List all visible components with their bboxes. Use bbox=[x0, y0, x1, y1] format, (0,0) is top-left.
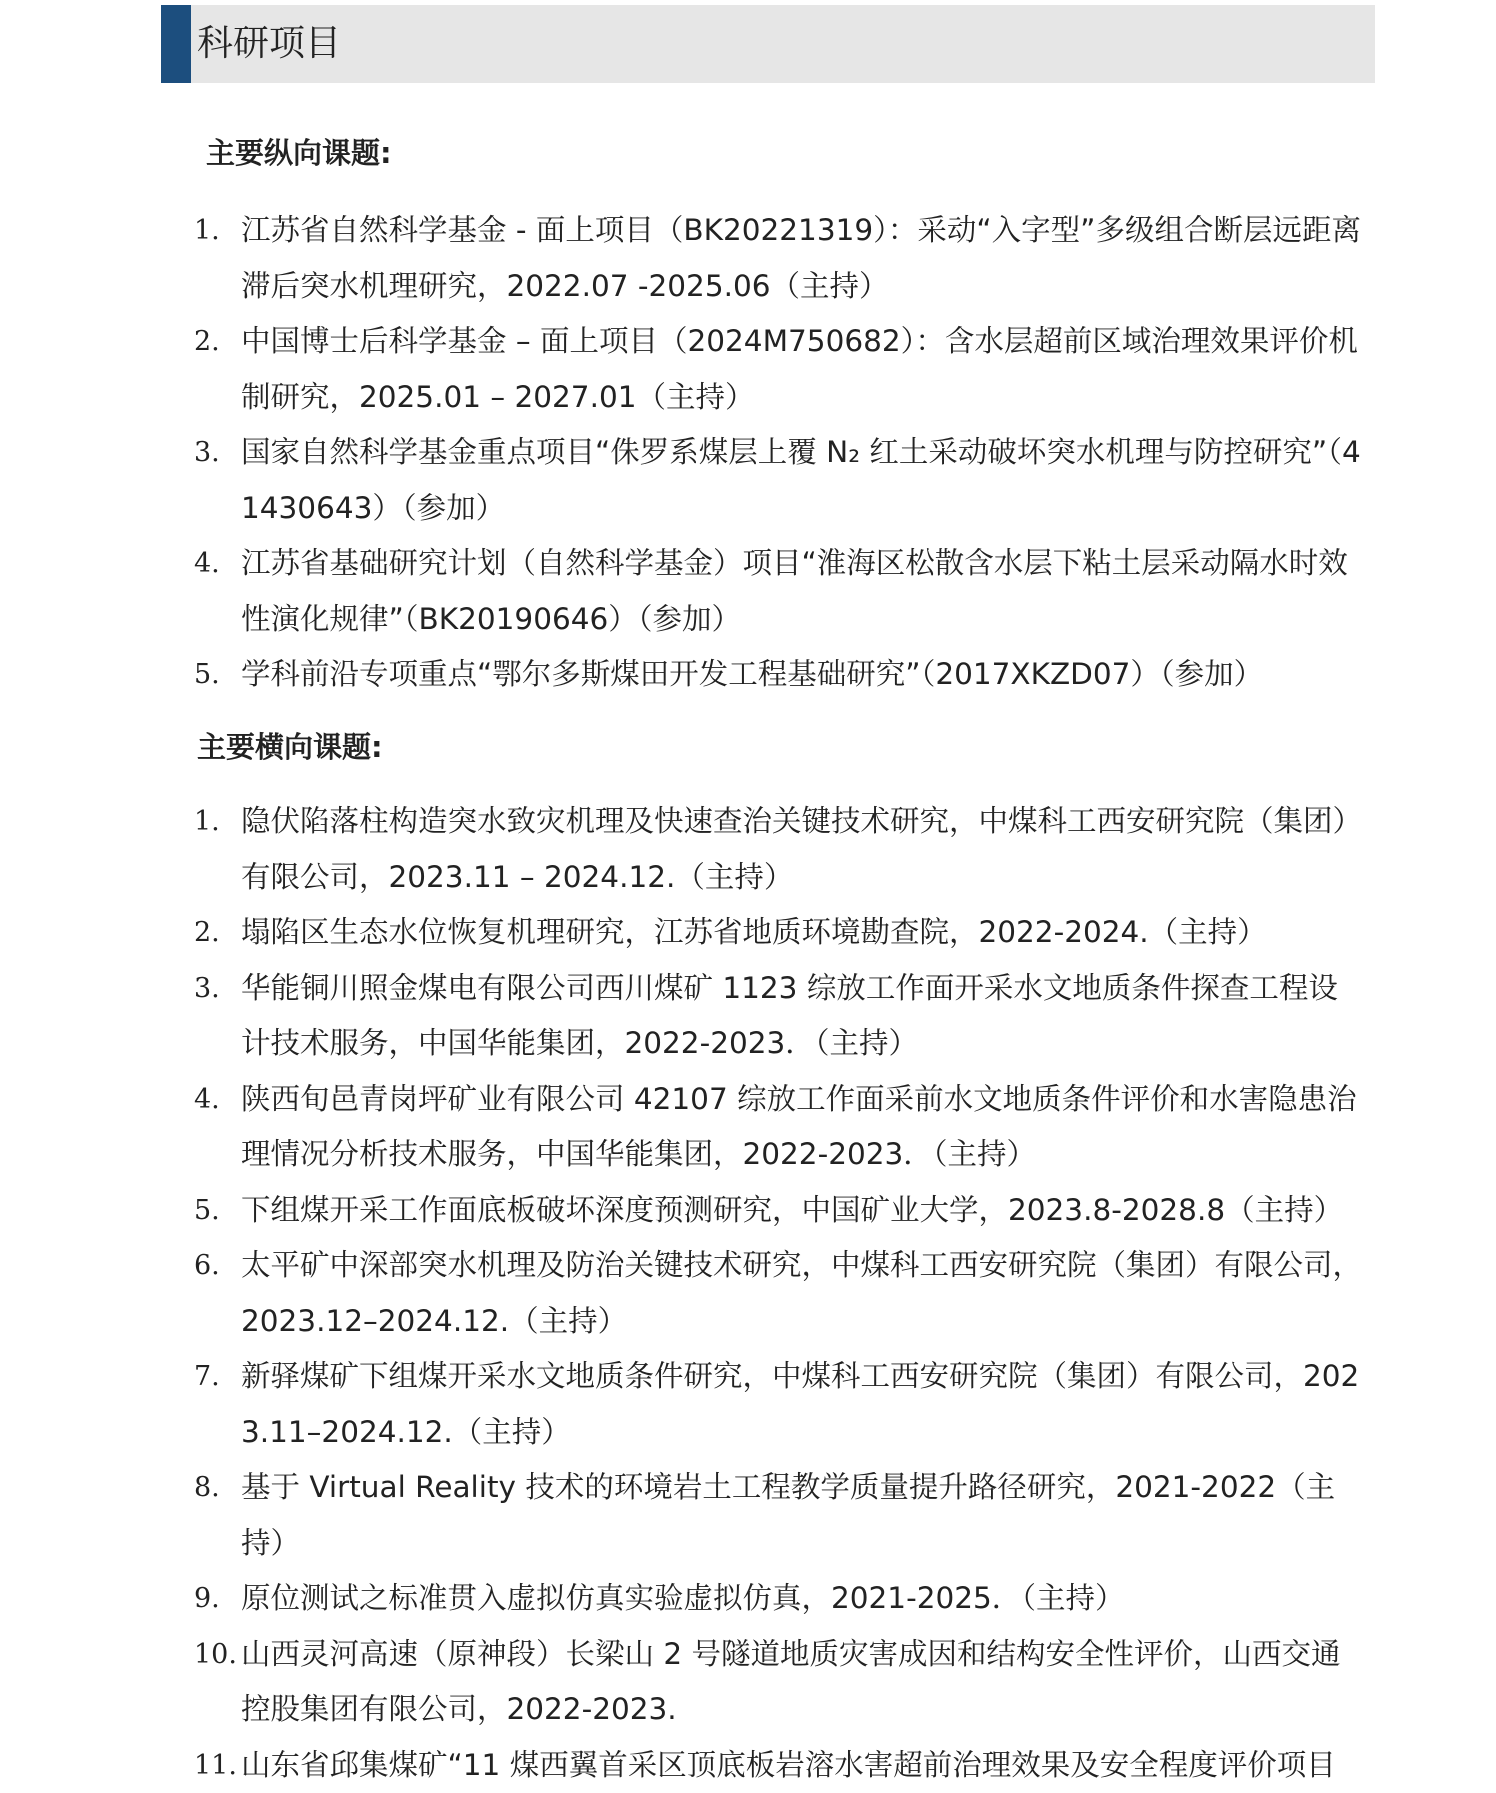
list-item-number: 8. bbox=[194, 1460, 241, 1571]
project-list-item bbox=[194, 961, 1364, 1072]
list-item-number: 2. bbox=[194, 314, 241, 425]
project-list-item bbox=[194, 794, 1364, 905]
list-item-number: 5. bbox=[194, 1183, 241, 1239]
list-item-text: 山东省邱集煤矿“11 煤西翼首采区顶底板岩溶水害超前治理效果及安全程度评价项目 bbox=[241, 1738, 1364, 1793]
list-item-number: 7. bbox=[194, 1349, 241, 1460]
project-list-item bbox=[194, 647, 1364, 703]
project-list-item bbox=[194, 203, 1364, 314]
section-header bbox=[161, 5, 1375, 83]
list-item-number: 3. bbox=[194, 961, 241, 1072]
list-item-text: 太平矿中深部突水机理及防治关键技术研究，中煤科工西安研究院（集团）有限公司，2023.12–2024.12.（主持） bbox=[241, 1238, 1364, 1349]
horizontal-projects-heading: 主要横向课题: bbox=[197, 725, 383, 766]
list-item-number: 1. bbox=[194, 794, 241, 905]
list-item-text: 陕西旬邑青岗坪矿业有限公司 42107 综放工作面采前水文地质条件评价和水害隐患治理情况分析技术服务，中国华能集团，2022-2023．（主持） bbox=[241, 1072, 1364, 1183]
list-item-number: 11. bbox=[194, 1738, 241, 1793]
section-header-accent-bar bbox=[161, 5, 191, 83]
list-item-number: 4. bbox=[194, 536, 241, 647]
project-list-item bbox=[194, 1571, 1364, 1627]
list-item-number: 4. bbox=[194, 1072, 241, 1183]
list-item-number: 3. bbox=[194, 425, 241, 536]
list-item-number: 10. bbox=[194, 1627, 241, 1738]
list-item-number: 6. bbox=[194, 1238, 241, 1349]
list-item-text: 原位测试之标准贯入虚拟仿真实验虚拟仿真，2021-2025．（主持） bbox=[241, 1571, 1364, 1627]
list-item-text: 学科前沿专项重点“鄂尔多斯煤田开发工程基础研究”（2017XKZD07）（参加） bbox=[241, 647, 1364, 703]
project-list-item bbox=[194, 1183, 1364, 1239]
list-item-number: 2. bbox=[194, 905, 241, 961]
list-item-text: 华能铜川照金煤电有限公司西川煤矿 1123 综放工作面开采水文地质条件探查工程设计技术服务，中国华能集团，2022-2023．（主持） bbox=[241, 961, 1364, 1072]
list-item-number: 5. bbox=[194, 647, 241, 703]
project-list-item bbox=[194, 536, 1364, 647]
project-list-item bbox=[194, 1738, 1364, 1793]
list-item-text: 国家自然科学基金重点项目“侏罗系煤层上覆 N₂ 红土采动破坏突水机理与防控研究”（41430643）（参加） bbox=[241, 425, 1364, 536]
list-item-text: 塌陷区生态水位恢复机理研究，江苏省地质环境勘查院，2022-2024.（主持） bbox=[241, 905, 1364, 961]
list-item-number: 1. bbox=[194, 203, 241, 314]
section-title: 科研项目 bbox=[197, 5, 341, 83]
list-item-text: 下组煤开采工作面底板破坏深度预测研究，中国矿业大学，2023.8-2028.8（主持） bbox=[241, 1183, 1364, 1239]
list-item-text: 山西灵河高速（原神段）长梁山 2 号隧道地质灾害成因和结构安全性评价，山西交通控股集团有限公司，2022-2023. bbox=[241, 1627, 1364, 1738]
project-list-item bbox=[194, 905, 1364, 961]
project-list-item bbox=[194, 1460, 1364, 1571]
list-item-text: 新驿煤矿下组煤开采水文地质条件研究，中煤科工西安研究院（集团）有限公司，2023.11–2024.12.（主持） bbox=[241, 1349, 1364, 1460]
project-list-item bbox=[194, 1627, 1364, 1738]
project-list-item bbox=[194, 314, 1364, 425]
project-list-item bbox=[194, 1349, 1364, 1460]
project-list-item bbox=[194, 425, 1364, 536]
vertical-projects-list bbox=[194, 203, 1364, 703]
vertical-projects-heading: 主要纵向课题: bbox=[206, 131, 392, 172]
list-item-text: 江苏省自然科学基金 - 面上项目（BK20221319）：采动“入字型”多级组合断层远距离滞后突水机理研究，2022.07 -2025.06（主持） bbox=[241, 203, 1364, 314]
list-item-number: 9. bbox=[194, 1571, 241, 1627]
list-item-text: 中国博士后科学基金 – 面上项目（2024M750682）：含水层超前区域治理效果评价机制研究，2025.01 – 2027.01（主持） bbox=[241, 314, 1364, 425]
project-list-item bbox=[194, 1072, 1364, 1183]
list-item-text: 基于 Virtual Reality 技术的环境岩土工程教学质量提升路径研究，2021-2022（主持） bbox=[241, 1460, 1364, 1571]
list-item-text: 隐伏陷落柱构造突水致灾机理及快速查治关键技术研究，中煤科工西安研究院（集团）有限公司，2023.11 – 2024.12.（主持） bbox=[241, 794, 1364, 905]
list-item-text: 江苏省基础研究计划（自然科学基金）项目“淮海区松散含水层下粘土层采动隔水时效性演化规律”（BK20190646）（参加） bbox=[241, 536, 1364, 647]
project-list-item bbox=[194, 1238, 1364, 1349]
horizontal-projects-list bbox=[194, 794, 1364, 1793]
